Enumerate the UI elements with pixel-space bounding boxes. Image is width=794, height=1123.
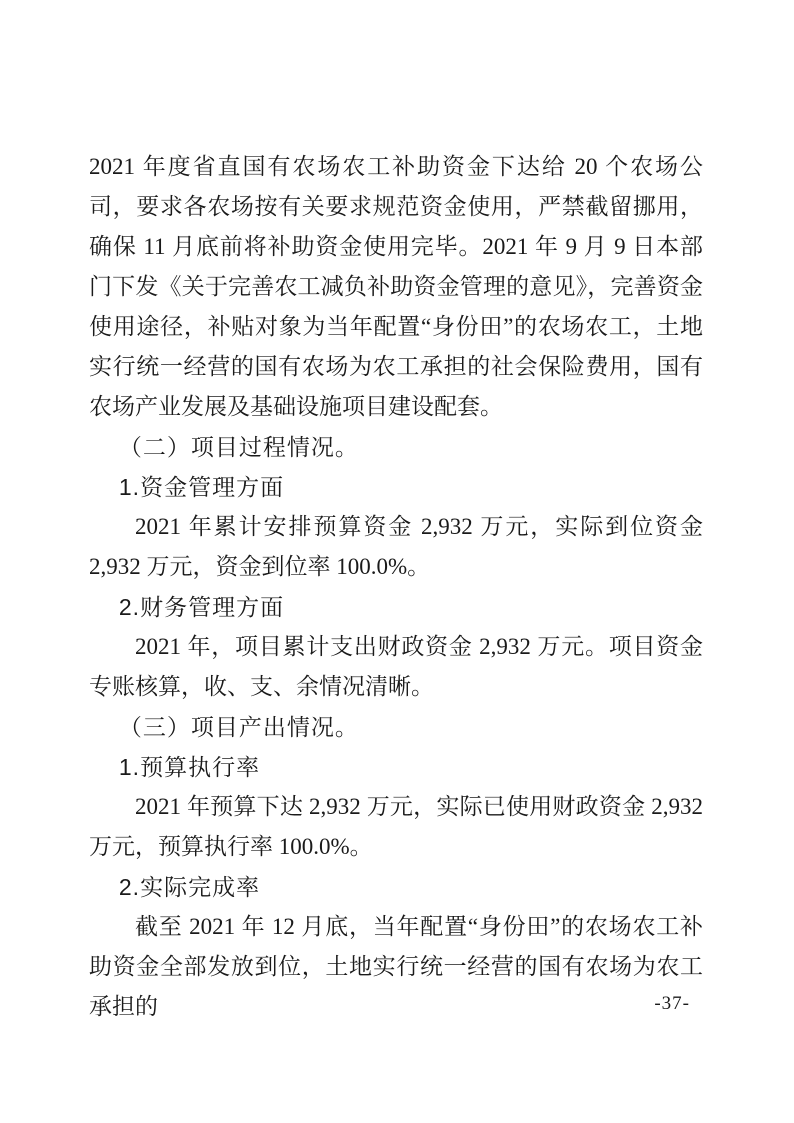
body-paragraph-financial-management: 2021 年，项目累计支出财政资金 2,932 万元。项目资金专账核算，收、支、余情况清晰。 [89,634,703,699]
sub-heading-fund-management: 1.资金管理方面 [118,474,285,500]
body-paragraph-budget-execution: 2021 年预算下达 2,932 万元，实际已使用财政资金 2,932 万元，预算执行率 100.0%。 [89,794,703,859]
sub-heading-financial-management: 2.财务管理方面 [118,594,285,620]
body-paragraph-fund-management: 2021 年累计安排预算资金 2,932 万元，实际到位资金 2,932 万元，资金到位率 100.0%。 [89,514,703,579]
section-heading-project-output: （三）项目产出情况。 [118,714,359,740]
document-content [89,147,703,1027]
section-heading-project-process: （二）项目过程情况。 [118,434,359,460]
sub-heading-budget-execution-rate: 1.预算执行率 [118,754,261,780]
body-paragraph-intro: 2021 年度省直国有农场农工补助资金下达给 20 个农场公司，要求各农场按有关要求规范资金使用，严禁截留挪用，确保 11 月底前将补助资金使用完毕。2021 年 9 月 9 日本部门下发《关于完善农工减负补助资金管理的意见》，完善资金使用途径，补贴对象为当年配置“身份田”的农场农工，土地实行统一经营的国有农场为农工承担的社会保险费用，国有农场产业发展及基础设施项目建设配套。 [89,154,703,419]
sub-heading-actual-completion-rate: 2.实际完成率 [118,874,261,900]
page-number: -37- [654,993,690,1014]
body-paragraph-actual-completion: 截至 2021 年 12 月底，当年配置“身份田”的农场农工补助资金全部发放到位，土地实行统一经营的国有农场为农工承担的 [89,914,703,1019]
